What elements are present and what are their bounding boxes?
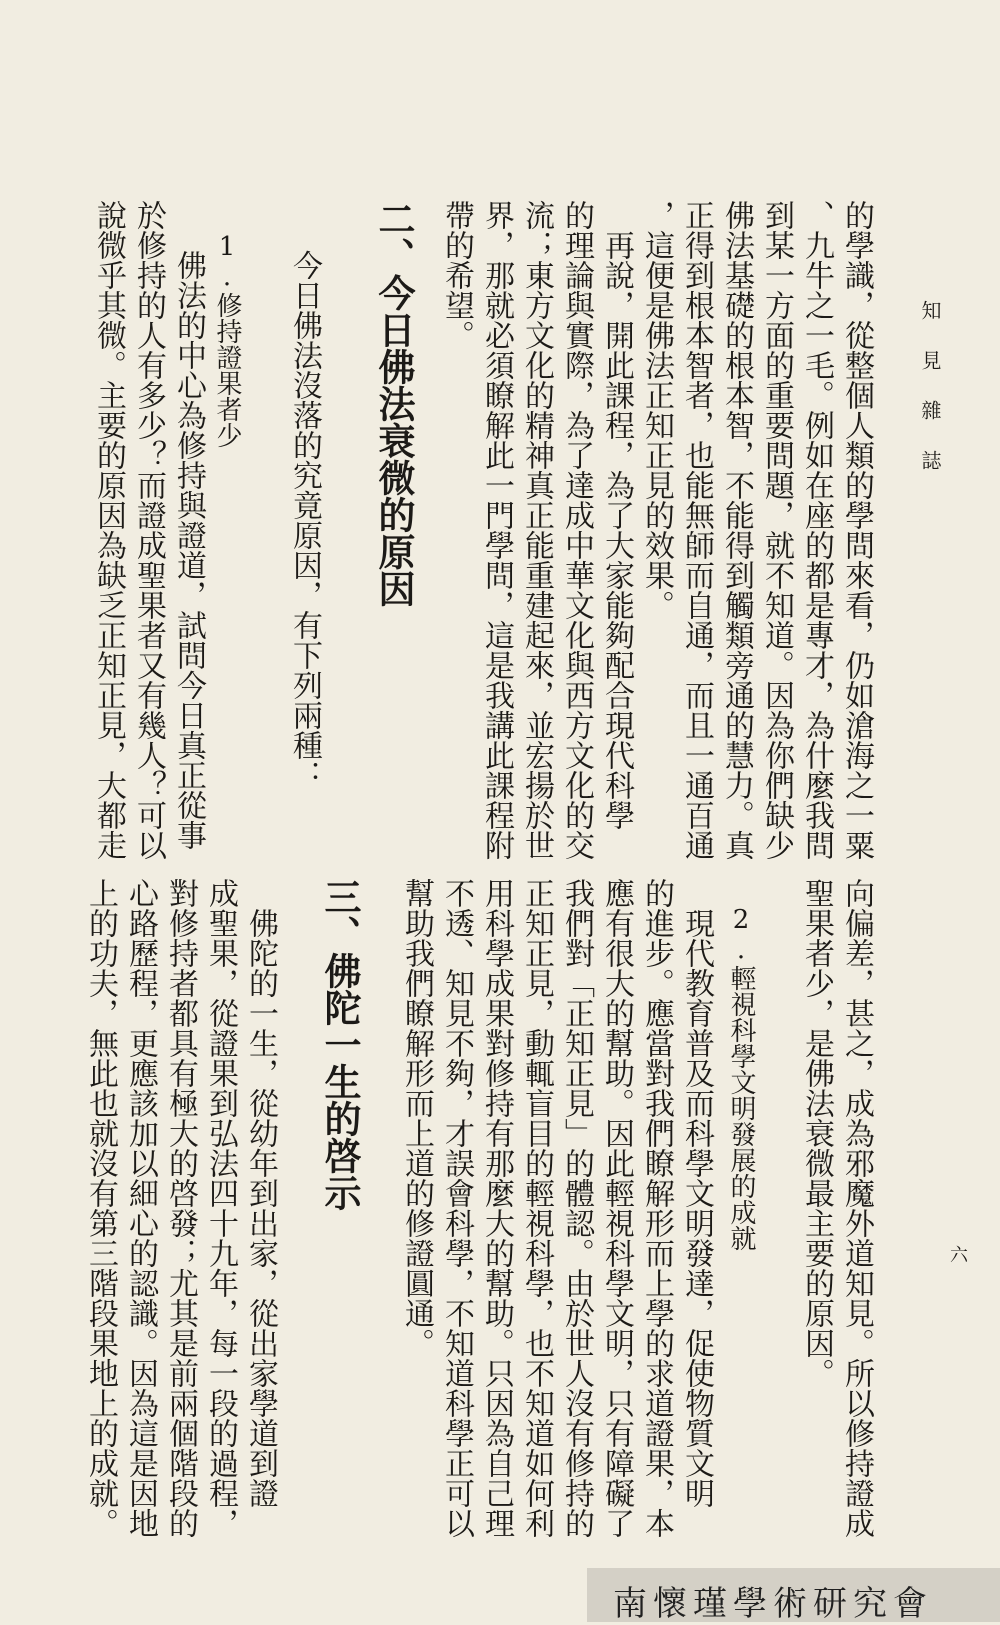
text-column: 流；東方文化的精神真正能重建起來，並宏揚於世 [519, 200, 554, 860]
text-column: 的學識，從整個人類的學問來看，仍如滄海之一粟 [839, 200, 874, 860]
section-heading: 三、佛陀一生的啓示 [318, 878, 361, 1211]
text-column: 、九牛之一毛。例如在座的都是專才，為什麼我問 [799, 200, 834, 860]
text-column: 不透、知見不夠，才誤會科學，不知道科學正可以 [439, 878, 474, 1538]
text-column: 上的功夫，無此也就沒有第三階段果地上的成就。 [83, 878, 118, 1538]
text-column: 的理論與實際，為了達成中華文化與西方文化的交 [559, 200, 594, 860]
text-column: 向偏差，甚之，成為邪魔外道知見。所以修持證成 [839, 878, 874, 1538]
text-column: 用科學成果對修持有那麼大的幫助。只因為自己理 [479, 878, 514, 1538]
text-column: 帶的希望。 [439, 200, 474, 350]
text-column: 應有很大的幫助。因此輕視科學文明，只有障礙了 [599, 878, 634, 1538]
footer-watermark-bar [587, 1568, 1000, 1622]
text-column: 對修持者都具有極大的啓發；尤其是前兩個階段的 [163, 878, 198, 1538]
text-column: 到某一方面的重要問題，就不知道。因為你們缺少 [759, 200, 794, 860]
text-column: 正得到根本智者，也能無師而自通，而且一通百通 [679, 200, 714, 860]
text-column: 說微乎其微。主要的原因為缺乏正知正見，大都走 [91, 200, 126, 860]
text-column: 我們對「正知正見」的體認。由於世人沒有修持的 [559, 878, 594, 1538]
text-column: 佛陀的一生，從幼年到出家，從出家學道到證 [243, 878, 278, 1508]
text-column: 成聖果，從證果到弘法四十九年，每一段的過程， [203, 878, 238, 1538]
text-column: 心路歷程，更應該加以細心的認識。因為這是因地 [123, 878, 158, 1538]
text-column: 於修持的人有多少？而證成聖果者又有幾人？可以 [131, 200, 166, 860]
text-column: 再說，開此課程，為了大家能夠配合現代科學 [599, 200, 634, 830]
magazine-title: 知見雜誌 [918, 300, 942, 500]
text-column: 界，那就必須瞭解此一門學問，這是我講此課程附 [479, 200, 514, 860]
text-column: ，這便是佛法正知正見的效果。 [639, 200, 674, 620]
section-intro: 今日佛法沒落的究竟原因，有下列兩種： [287, 250, 322, 790]
section-heading: 二、今日佛法衰微的原因 [372, 200, 415, 607]
text-column: 的進步。應當對我們瞭解形而上學的求道證果，本 [639, 878, 674, 1538]
text-column: 佛法的中心為修持與證道，試問今日真正從事 [171, 250, 206, 850]
text-column: 佛法基礎的根本智，不能得到觸類旁通的慧力。真 [719, 200, 754, 860]
text-column: 現代教育普及而科學文明發達，促使物質文明 [679, 878, 714, 1508]
subheading: 2.輕視科學文明發展的成就 [726, 905, 756, 1251]
text-column: 聖果者少，是佛法衰微最主要的原因。 [799, 878, 834, 1388]
watermark-text: 南懷瑾學術研究會 [613, 1584, 933, 1624]
page-number: 六 [947, 1245, 968, 1263]
subheading: 1.修持證果者少 [212, 232, 242, 448]
text-column: 幫助我們瞭解形而上道的修證圓通。 [399, 878, 434, 1358]
text-column: 正知正見，動輒盲目的輕視科學，也不知道如何利 [519, 878, 554, 1538]
